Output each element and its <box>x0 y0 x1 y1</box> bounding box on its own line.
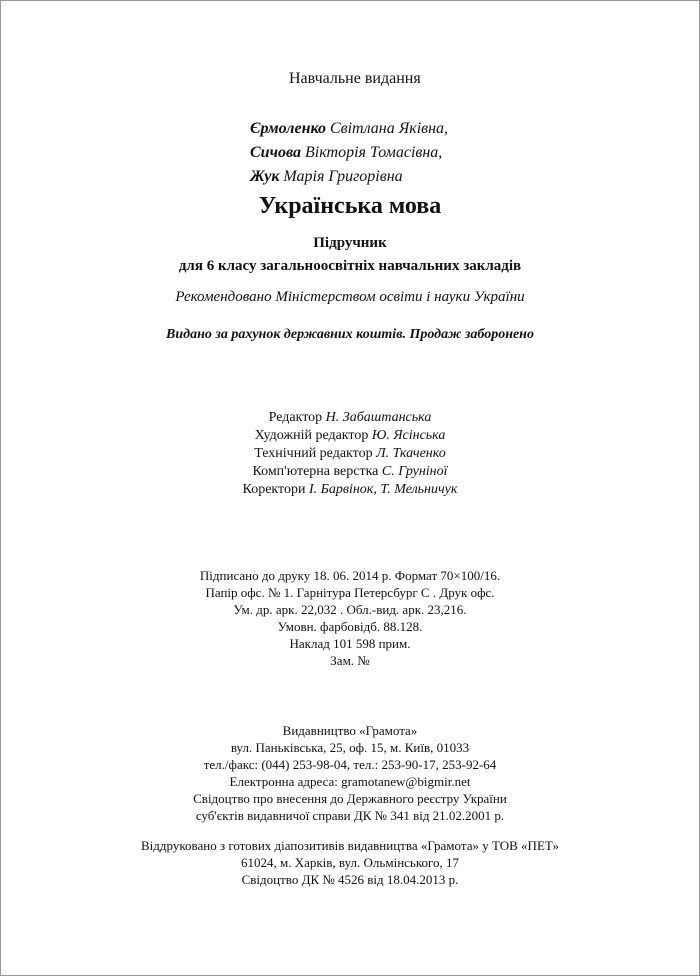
book-title: Українська мова <box>258 193 442 219</box>
print-spec-line: Підписано до друку 18. 06. 2014 р. Формат 70×100/16. <box>199 568 501 583</box>
staff-name: І. Барвінок, Т. Мельничук <box>308 482 458 497</box>
staff-role: Технічний редактор <box>254 446 373 461</box>
staff-row <box>0 463 700 481</box>
printing-house-info <box>0 837 700 888</box>
authors-block <box>250 117 448 189</box>
staff-role: Коректори <box>242 482 306 497</box>
staff-name: Н. Забаштанська <box>325 410 432 425</box>
publisher-line: Видавництво «Грамота» <box>282 723 418 738</box>
author-line <box>250 165 448 189</box>
publisher-line: Свідоцтво про внесення до Державного реєстру України <box>193 791 507 806</box>
author-line <box>250 141 448 165</box>
printing-line: Віддруковано з готових діапозитивів видавництва «Грамота» у ТОВ «ПЕТ» <box>141 838 559 853</box>
staff-role: Редактор <box>268 410 323 425</box>
print-spec-line: Папір офс. № 1. Гарнітура Петерсбург С . Друк офс. <box>205 585 495 600</box>
publisher-info <box>0 722 700 824</box>
print-spec-line: Наклад 101 598 прим. <box>289 636 411 651</box>
print-spec-line: Ум. др. арк. 22,032 . Обл.-вид. арк. 23,216. <box>233 602 467 617</box>
author-surname: Сичова <box>250 144 302 161</box>
author-given-name: Світлана Яківна, <box>329 120 449 137</box>
author-line <box>250 117 448 141</box>
staff-row <box>0 409 700 427</box>
printing-line: 61024, м. Харків, вул. Ольмінського, 17 <box>240 855 460 870</box>
print-spec-line: Умовн. фарбовідб. 88.128. <box>277 619 423 634</box>
publisher-line: вул. Паньківська, 25, оф. 15, м. Київ, 01033 <box>230 740 470 755</box>
staff-credits <box>0 409 700 499</box>
staff-role: Комп'ютерна верстка <box>252 464 379 479</box>
printing-line: Свідоцтво ДК № 4526 від 18.04.2013 р. <box>241 872 459 887</box>
author-surname: Жук <box>250 168 280 185</box>
author-given-name: Марія Григорівна <box>283 168 403 185</box>
recommendation-note: Рекомендовано Міністерством освіти і науки України <box>175 289 525 305</box>
staff-role: Художній редактор <box>254 428 369 443</box>
publisher-line: суб'єктів видавничої справи ДК № 341 від 21.02.2001 р. <box>195 808 505 823</box>
staff-name: Ю. Ясінська <box>371 428 446 443</box>
edition-type: Навчальне видання <box>289 70 421 87</box>
staff-row <box>0 445 700 463</box>
publisher-line: Електронна адреса: gramotanew@bigmir.net <box>229 774 471 789</box>
staff-row <box>0 481 700 499</box>
print-spec-line: Зам. № <box>330 653 370 668</box>
staff-name: С. Груніної <box>381 464 448 479</box>
author-surname: Єрмоленко <box>250 120 326 137</box>
publisher-line: тел./факс: (044) 253-98-04, тел.: 253-90-17, 253-92-64 <box>203 757 497 772</box>
staff-name: Л. Ткаченко <box>376 446 446 461</box>
book-type: Підручник <box>313 235 387 251</box>
book-audience: для 6 класу загальноосвітніх навчальних закладів <box>178 258 522 274</box>
funding-note: Видано за рахунок державних коштів. Продаж заборонено <box>166 327 534 342</box>
staff-row <box>0 427 700 445</box>
print-specifications <box>0 567 700 669</box>
author-given-name: Вікторія Томасівна, <box>305 144 443 161</box>
